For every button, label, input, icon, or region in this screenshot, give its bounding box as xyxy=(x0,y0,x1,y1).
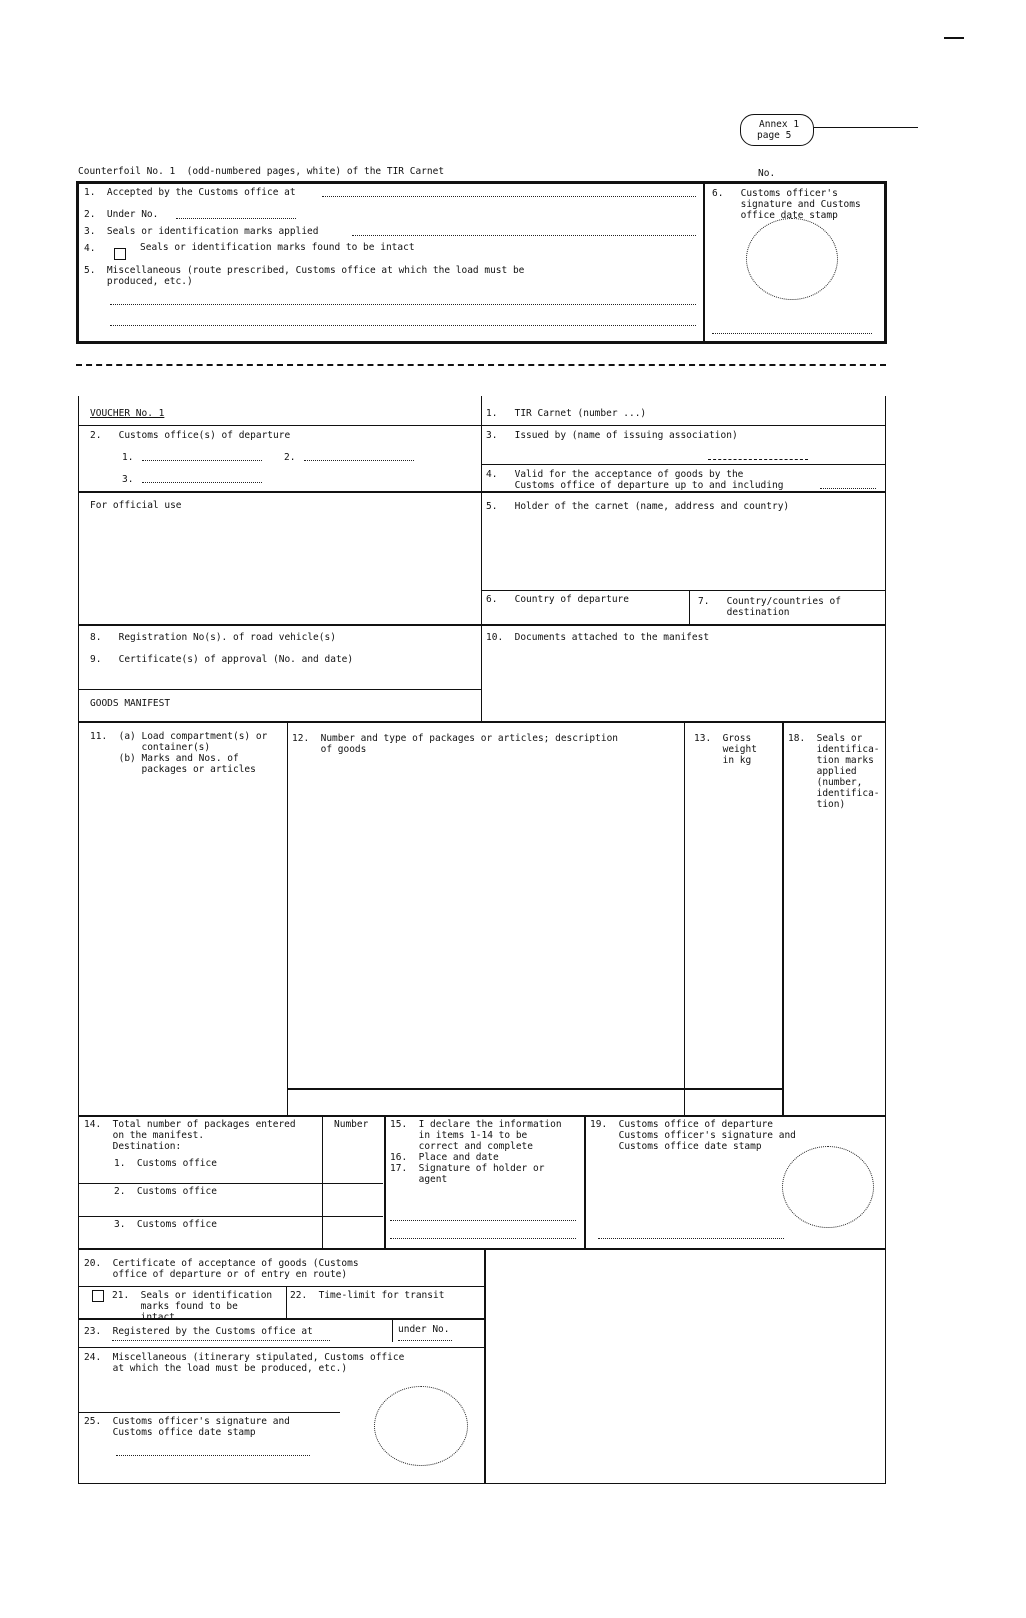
rule xyxy=(78,1286,484,1287)
field-24-miscellaneous: 24. Miscellaneous (itinerary stipulated, Customs office at which the load must be produced, etc.) xyxy=(84,1352,405,1374)
field-8-registration: 8. Registration No(s). of road vehicle(s) xyxy=(90,632,336,643)
annex-line1: Annex 1 xyxy=(759,119,800,130)
field-25-officer-signature: 25. Customs officer's signature and Customs office date stamp xyxy=(84,1416,290,1438)
field-12-packages: 12. Number and type of packages or articles; description of goods xyxy=(292,733,619,755)
field-2-customs-departure: 2. Customs office(s) of departure xyxy=(90,430,291,441)
rule xyxy=(78,721,885,723)
field-18-seals: 18. Seals or identifica- tion marks applied (number, identifica- tion) xyxy=(788,733,880,810)
stamp-circle-19 xyxy=(782,1146,874,1228)
field-21-seals: 21. Seals or identification marks found to be intact xyxy=(112,1290,273,1323)
rule xyxy=(484,1248,486,1484)
dots xyxy=(390,1238,576,1239)
field-20-certificate: 20. Certificate of acceptance of goods (Customs office of departure or of entry en route) xyxy=(84,1258,359,1280)
voucher-left-edge xyxy=(78,396,79,1484)
dots xyxy=(112,1340,330,1341)
rule xyxy=(481,491,885,493)
counterfoil-divider xyxy=(703,183,705,342)
rule xyxy=(78,689,481,690)
field-14-office-3: 3. Customs office xyxy=(114,1219,217,1230)
dots xyxy=(598,1238,784,1239)
rule xyxy=(78,1347,484,1348)
field-15-declaration: 15. I declare the information in items 1-14 to be correct and complete 16. Place and date 17. Signature of holder or agent xyxy=(390,1119,562,1185)
field-22-time-limit: 22. Time-limit for transit xyxy=(290,1290,445,1301)
counterfoil-no-label: No. xyxy=(758,168,776,179)
field-3-issued-by: 3. Issued by (name of issuing association) xyxy=(486,430,738,441)
rule xyxy=(78,624,481,626)
dots xyxy=(142,482,262,483)
rule xyxy=(481,425,885,426)
dots xyxy=(390,1220,576,1221)
dots xyxy=(116,1455,310,1456)
field-9-certificate: 9. Certificate(s) of approval (No. and date) xyxy=(90,654,354,665)
rule xyxy=(78,1183,383,1184)
rule xyxy=(392,1320,393,1342)
counterfoil-item-2: 2. Under No. xyxy=(84,209,159,220)
annex-line2: page 5 xyxy=(757,130,792,141)
dots xyxy=(712,333,872,334)
counterfoil-item-4: 4. xyxy=(84,243,96,254)
field-6-country-departure: 6. Country of departure xyxy=(486,594,629,605)
corner-mark xyxy=(944,37,964,39)
intact-checkbox[interactable] xyxy=(114,248,126,260)
rule xyxy=(78,425,481,426)
voucher-right-edge xyxy=(885,396,886,1484)
annex-leader-line xyxy=(814,127,918,128)
seals-intact-checkbox[interactable] xyxy=(92,1290,104,1302)
number-label: Number xyxy=(334,1119,369,1130)
stamp-circle-25 xyxy=(374,1386,468,1466)
rule xyxy=(322,1115,323,1248)
rule xyxy=(78,1216,383,1217)
field-1-tir-carnet: 1. TIR Carnet (number ...) xyxy=(486,408,647,419)
field-4-valid: 4. Valid for the acceptance of goods by the Customs office of departure up to and including xyxy=(486,469,784,491)
rule xyxy=(384,1115,386,1248)
dots xyxy=(110,304,696,305)
dashed-rule xyxy=(708,459,808,460)
voucher-bottom-edge xyxy=(78,1483,886,1484)
field-2-entry-3: 3. xyxy=(122,474,134,485)
counterfoil-item-5: 5. Miscellaneous (route prescribed, Customs office at which the load must be produced, etc.) xyxy=(84,265,525,287)
under-no-label: under No. xyxy=(398,1324,450,1335)
counterfoil-title: Counterfoil No. 1 (odd-numbered pages, white) of the TIR Carnet xyxy=(78,166,445,177)
rule xyxy=(287,1088,784,1090)
rule xyxy=(286,1286,287,1318)
cut-line xyxy=(76,364,886,366)
counterfoil-stamp-label: 6. Customs officer's signature and Customs office date stamp xyxy=(712,188,861,221)
official-use-label: For official use xyxy=(90,500,182,511)
counterfoil-item-3: 3. Seals or identification marks applied xyxy=(84,226,319,237)
field-7-country-destination: 7. Country/countries of destination xyxy=(698,596,841,618)
rule xyxy=(481,590,885,591)
field-14-total: 14. Total number of packages entered on the manifest. Destination: xyxy=(84,1119,296,1152)
rule xyxy=(78,1248,885,1250)
field-23-registered: 23. Registered by the Customs office at xyxy=(84,1326,313,1337)
dots xyxy=(352,235,696,236)
rule xyxy=(782,721,784,1115)
field-14-office-2: 2. Customs office xyxy=(114,1186,217,1197)
field-19-customs-office: 19. Customs office of departure Customs officer's signature and Customs office date stamp xyxy=(590,1119,796,1152)
voucher-mid-divider xyxy=(481,396,482,723)
rule xyxy=(684,721,685,1115)
field-5-holder: 5. Holder of the carnet (name, address and country) xyxy=(486,501,790,512)
dots xyxy=(820,488,876,489)
field-10-documents: 10. Documents attached to the manifest xyxy=(486,632,710,643)
annex-label xyxy=(740,114,814,146)
goods-manifest-label: GOODS MANIFEST xyxy=(90,698,171,709)
dots xyxy=(110,325,696,326)
rule xyxy=(78,1412,340,1413)
field-13-weight: 13. Gross weight in kg xyxy=(694,733,757,766)
counterfoil-item-4-text: Seals or identification marks found to be intact xyxy=(140,242,415,253)
rule xyxy=(689,590,690,624)
rule xyxy=(481,464,885,465)
dots xyxy=(398,1340,452,1341)
field-2-entry-2: 2. xyxy=(284,452,296,463)
rule xyxy=(78,1318,484,1320)
rule xyxy=(78,1115,885,1117)
rule xyxy=(287,721,288,1115)
field-14-office-1: 1. Customs office xyxy=(114,1158,217,1169)
dots xyxy=(322,196,696,197)
dots xyxy=(142,460,262,461)
stamp-circle xyxy=(746,218,838,300)
voucher-title: VOUCHER No. 1 xyxy=(90,408,165,419)
counterfoil-item-1: 1. Accepted by the Customs office at xyxy=(84,187,296,198)
rule xyxy=(481,624,885,626)
field-2-entry-1: 1. xyxy=(122,452,134,463)
rule xyxy=(584,1115,586,1248)
rule xyxy=(78,491,481,493)
dots xyxy=(176,218,296,219)
field-11-load: 11. (a) Load compartment(s) or container(s) (b) Marks and Nos. of packages or articles xyxy=(90,731,268,775)
dots xyxy=(304,460,414,461)
